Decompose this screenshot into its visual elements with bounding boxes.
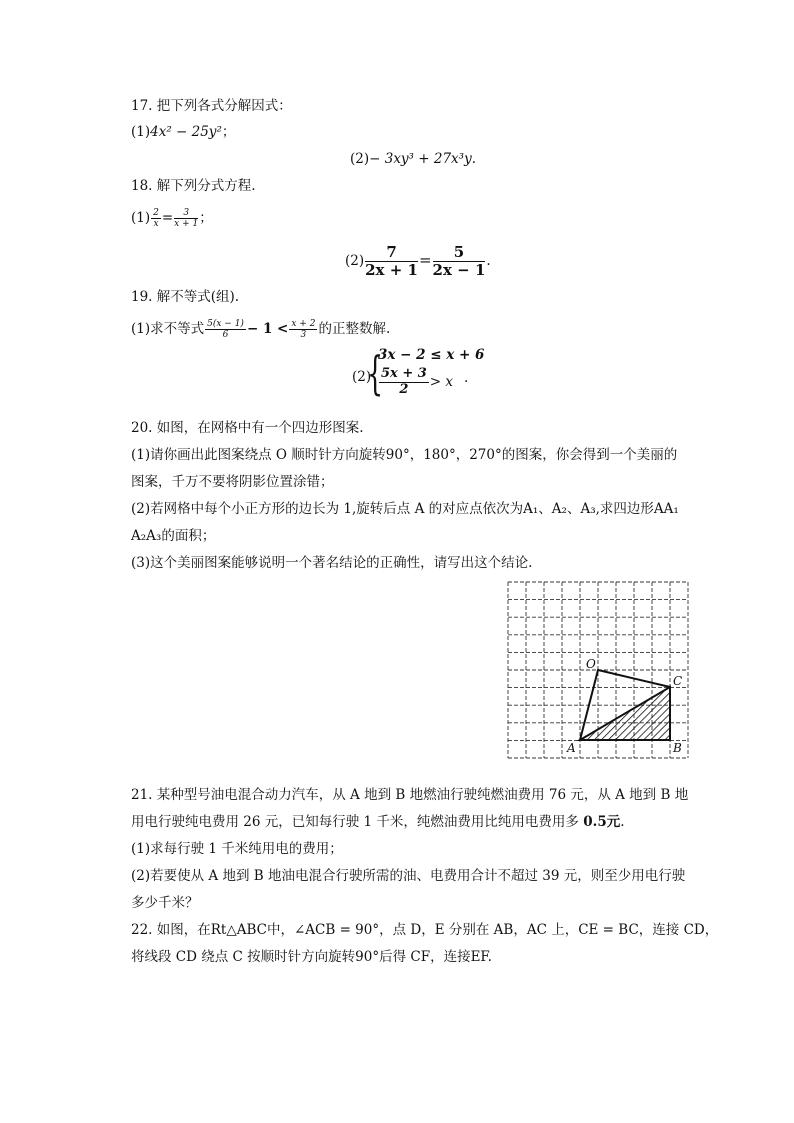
q19-part1-frac1-den: 6 (222, 330, 229, 340)
q21-line2-c: . (620, 814, 625, 830)
q19-part1-frac2-num: x + 2 (291, 318, 316, 329)
q17-part1-expr: 4x² − 25y² (150, 124, 222, 140)
q19-part1-frac2-den: 3 (300, 330, 307, 340)
q19-part1-mid: − 1 < (246, 321, 289, 337)
q17-heading: 17. 把下列各式分解因式： (131, 98, 292, 114)
q18-part2-lhs-den: 2x + 1 (365, 261, 418, 279)
q19-part1-pre: (1)求不等式 (131, 321, 205, 337)
q17-part1-label: (1) (131, 124, 151, 140)
q18-part2 (345, 238, 491, 283)
q18-part1-rhs-den: x + 1 (174, 219, 199, 229)
q22-line2: 将线段 CD 绕点 C 按顺时针方向旋转90°后得 CF，连接EF. (131, 949, 492, 965)
q17-part2-end: . (471, 151, 476, 167)
q19-part1-frac1-num: 5(x − 1) (207, 318, 244, 329)
q21-line2-a: 用电行驶纯电费用 26 元，已知每行驶 1 千米，纯燃油费用比纯用电费用多 (131, 814, 584, 830)
shaded-triangle (580, 687, 670, 740)
q19-part2-frac-den: 2 (399, 382, 409, 397)
q19-part2-frac (379, 367, 429, 398)
q18-part2-eq: = (418, 251, 432, 269)
q18-heading: 18. 解下列分式方程. (131, 178, 256, 194)
q19-part1-frac2 (289, 319, 317, 341)
q21-line5: 多少千米？ (131, 895, 199, 911)
q18-part1 (131, 204, 213, 232)
q20-line3: (2)若网格中每个小正方形的边长为 1,旋转后点 A 的对应点依次为A₁、A₂、A₃,求四边形AA₁ (131, 501, 679, 517)
q18-part1-lhs-frac (151, 208, 161, 230)
q18-part1-rhs-frac (174, 208, 198, 230)
q18-part1-label: (1) (131, 210, 151, 226)
q21-line2-b: 0.5元 (583, 814, 621, 830)
q18-part2-rhs-den: 2x − 1 (432, 261, 486, 279)
q17-part2-label: (2) (350, 151, 370, 167)
q19-part1 (131, 314, 390, 344)
q18-part2-lhs-frac (365, 244, 418, 280)
q18-part1-eq: = (161, 210, 174, 226)
q20-line4: A₂A₃的面积； (131, 528, 216, 544)
q19-part1-post: 的正整数解. (318, 321, 391, 337)
q19-part2-frac-num: 5x + 3 (381, 366, 427, 382)
q17-part1 (131, 122, 235, 142)
q19-part2-tail: > x (429, 374, 454, 390)
q18-part2-lhs-num: 7 (365, 244, 418, 262)
q19-part2-label: (2) (352, 369, 372, 385)
q20-line5: (3)这个美丽图案能够说明一个著名结论的正确性，请写出这个结论. (131, 555, 533, 571)
q19-part2-line2 (378, 362, 453, 402)
q19-heading: 19. 解不等式(组). (131, 289, 240, 305)
q18-part1-lhs-num: 2 (153, 207, 159, 218)
q21-line2 (131, 812, 625, 832)
q18-part2-label: (2) (345, 253, 365, 269)
q20-line1: (1)请你画出此图案绕点 O 顺时针方向旋转90°，180°，270°的图案，你会得到一个美丽的 (131, 447, 678, 463)
q17-part2 (350, 149, 476, 169)
q22-line1: 22. 如图，在Rt△ABC中，∠ACB = 90°，点 D，E 分别在 AB，AC 上，CE = BC，连接 CD， (131, 922, 719, 938)
label-O: O (586, 657, 596, 671)
q18-part1-lhs-den: x (153, 219, 159, 229)
grid-figure (506, 580, 694, 762)
q20-line2: 图案，千万不要将阴影位置涂错； (131, 474, 334, 490)
q19-part2-end: . (464, 370, 469, 386)
q20-heading: 20. 如图，在网格中有一个四边形图案. (131, 420, 364, 436)
q17-part1-end: ； (221, 124, 236, 140)
q19-part2-line1: 3x − 2 ≤ x + 6 (378, 347, 485, 363)
q17-part2-expr: − 3xy³ + 27x³y (369, 151, 472, 167)
q18-part2-rhs-frac (433, 244, 486, 280)
q18-part2-rhs-num: 5 (433, 244, 486, 262)
q21-line1: 21. 某种型号油电混合动力汽车，从 A 地到 B 地燃油行驶纯燃油费用 76 元，从 A 地到 B 地 (131, 787, 689, 803)
q18-part1-rhs-num: 3 (174, 208, 198, 219)
q19-system-brace: { (367, 346, 384, 400)
q21-line3: (1)求每行驶 1 千米纯用电的费用； (131, 841, 343, 857)
q19-part1-frac1 (205, 319, 246, 341)
label-C: C (673, 674, 683, 688)
label-B: B (673, 741, 682, 755)
label-A: A (567, 741, 576, 755)
q18-part1-end: ； (199, 210, 213, 226)
q18-part2-end: . (486, 253, 491, 269)
q21-line4: (2)若要使从 A 地到 B 地油电混合行驶所需的油、电费用合计不超过 39 元，则至少用电行驶 (131, 868, 686, 884)
